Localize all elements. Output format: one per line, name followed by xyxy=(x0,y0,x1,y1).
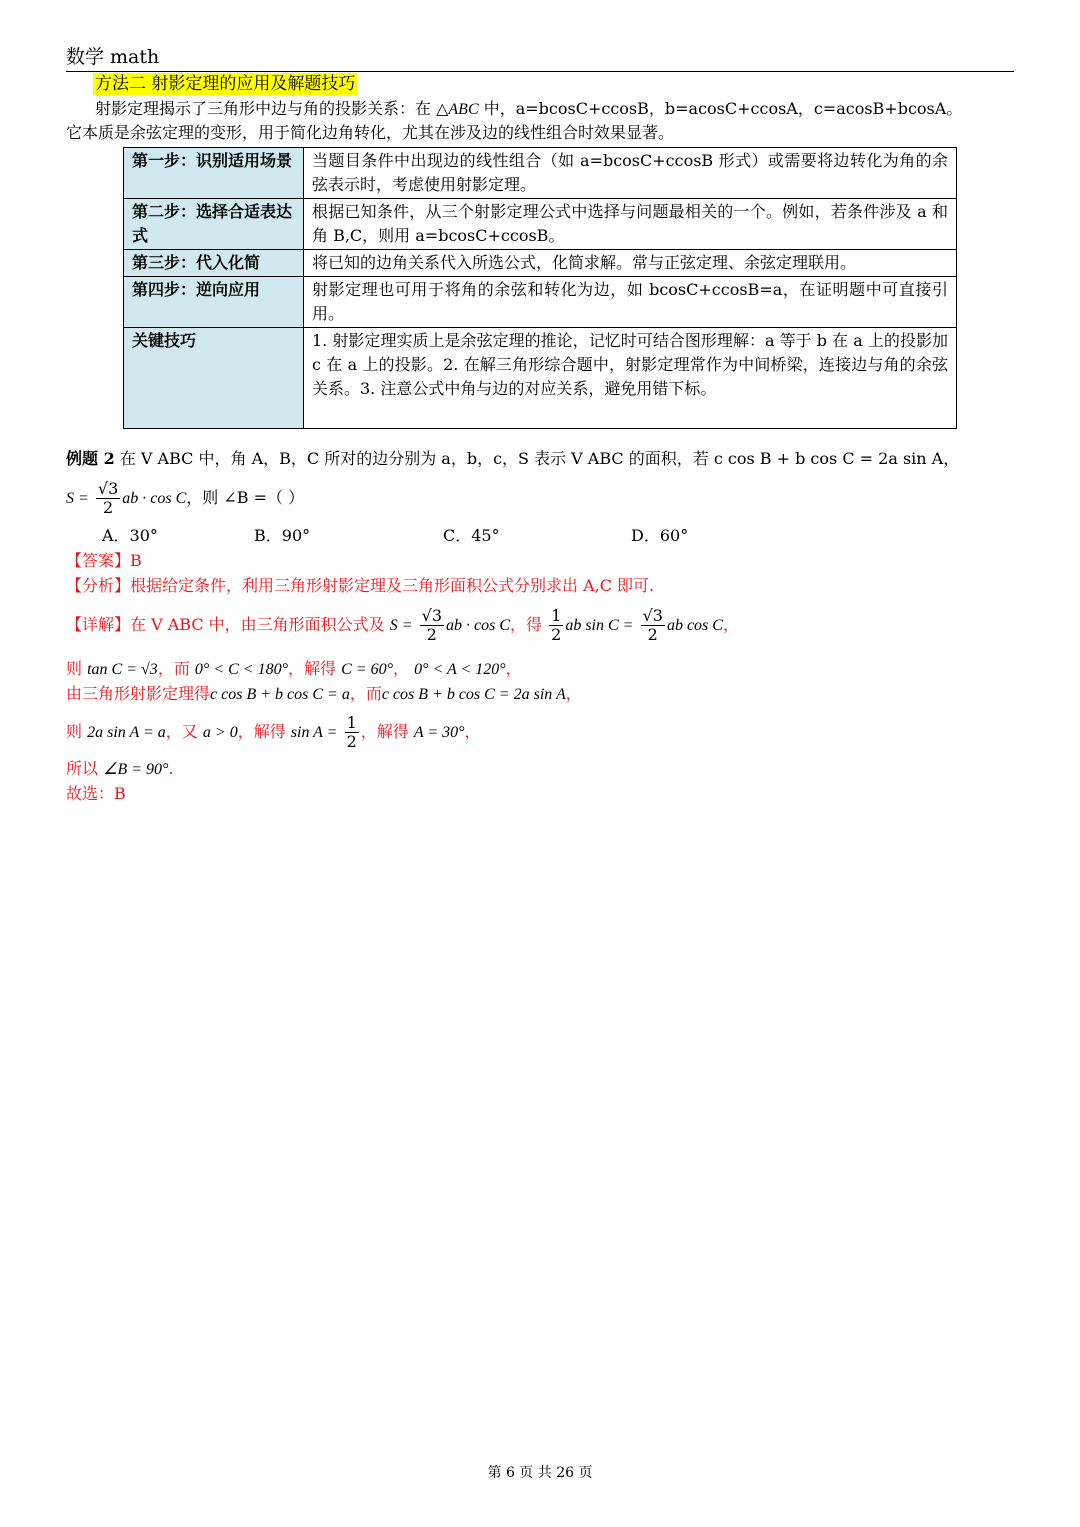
step-content: 射影定理也可用于将角的余弦和转化为边，如 bcosC+ccosB=a，在证明题中可直接引用。 xyxy=(304,277,957,328)
detail-line-2 xyxy=(66,657,522,682)
step-content: 当题目条件中出现边的线性组合（如 a=bcosC+ccosB 形式）或需要将边转化为角的余弦表示时，考虑使用射影定理。 xyxy=(304,148,957,199)
option-b: B．90° xyxy=(254,526,311,545)
step-content: 1. 射影定理实质上是余弦定理的推论，记忆时可结合图形理解：a 等于 b 在 a 上的投影加 c 在 a 上的投影。2. 在解三角形综合题中，射影定理常作为中间桥梁，连接边与角的余弦关系。3. 注意公式中角与边的对应关系，避免用错下标。 xyxy=(304,328,957,429)
example-stem-text: 在 V ABC 中，角 A，B，C 所对的边分别为 a，b，c，S 表示 V ABC 的面积，若 c cos B + b cos C = 2a sin A， xyxy=(119,449,960,468)
step-content: 根据已知条件，从三个射影定理公式中选择与问题最相关的一个。例如，若条件涉及 a 和角 B,C，则用 a=bcosC+ccosB。 xyxy=(304,199,957,250)
option-a: A．30° xyxy=(102,526,158,545)
fraction-denominator: 2 xyxy=(647,625,658,644)
line2-tan: tan C = √3 xyxy=(87,661,158,678)
page-header xyxy=(66,40,1014,72)
detail-end: ， xyxy=(722,615,739,634)
analysis: 【分析】根据给定条件，利用三角形射影定理及三角形面积公式分别求出 A,C 即可. xyxy=(66,576,655,595)
table-row xyxy=(124,277,957,328)
line5-b: . xyxy=(168,759,174,778)
line2-arange: 0° < A < 120° xyxy=(414,661,506,678)
formula-rest: ab · cos C xyxy=(122,490,187,507)
option-c: C．45° xyxy=(443,526,500,545)
detail-s: S = xyxy=(389,617,413,634)
line2-a: 则 xyxy=(66,659,83,678)
line3-c: ， xyxy=(565,684,582,703)
line4-d: ，解得 xyxy=(360,722,409,741)
line2-range: 0° < C < 180° xyxy=(194,661,288,678)
intro-text-a: 射影定理揭示了三角形中边与角的投影关系：在 △ xyxy=(95,99,449,118)
line2-e: ， xyxy=(505,659,522,678)
step-label: 第三步：代入化简 xyxy=(124,250,304,277)
detail-line-1 xyxy=(66,601,739,650)
detail-fraction-2 xyxy=(549,608,563,643)
step-label: 第一步：识别适用场景 xyxy=(124,148,304,199)
step-label: 关键技巧 xyxy=(124,328,304,429)
table-row xyxy=(124,199,957,250)
line3-eq1: c cos B + b cos C = a xyxy=(210,686,350,703)
example-question: ，则 ∠B =（ ） xyxy=(186,488,305,507)
fraction-numerator: 1 xyxy=(346,713,357,732)
step-content: 将已知的边角关系代入所选公式，化简求解。常与正弦定理、余弦定理联用。 xyxy=(304,250,957,277)
table-row xyxy=(124,328,957,429)
steps-table xyxy=(123,147,957,429)
formula-fraction xyxy=(96,481,120,516)
fraction-denominator: 2 xyxy=(551,625,562,644)
detail-line-4 xyxy=(66,708,481,757)
intro-text-abc: ABC xyxy=(448,101,479,118)
line2-c: ，解得 xyxy=(287,659,336,678)
line2-c60: C = 60° xyxy=(341,661,393,678)
intro-line-2: 它本质是余弦定理的变形，用于简化边角转化，尤其在涉及边的线性组合时效果显著。 xyxy=(66,123,675,142)
option-d: D．60° xyxy=(631,526,689,545)
step-label: 第二步：选择合适表达式 xyxy=(124,199,304,250)
formula-lhs: S = xyxy=(66,490,89,507)
detail-prefix: 【详解】在 V ABC 中，由三角形面积公式及 xyxy=(66,615,385,634)
line4-b: ，又 xyxy=(165,722,198,741)
header-title: 数学 math xyxy=(66,46,160,68)
line3-eq2: c cos B + b cos C = 2a sin A xyxy=(381,686,566,703)
intro-text-b: 中，a=bcosC+ccosB，b=acosC+ccosA，c=acosB+bcosA。 xyxy=(478,99,963,118)
line4-sin: sin A = xyxy=(290,724,338,741)
line2-d: ， xyxy=(392,659,409,678)
detail-absin: ab sin C = xyxy=(565,617,634,634)
line3-a: 由三角形射影定理得 xyxy=(66,684,211,703)
table-row xyxy=(124,148,957,199)
detail-abcos: ab cos C xyxy=(666,617,723,634)
fraction-numerator: √3 xyxy=(97,479,119,498)
detail-line-5 xyxy=(66,757,174,782)
fraction-numerator: √3 xyxy=(421,606,443,625)
fraction-denominator: 2 xyxy=(426,625,437,644)
intro-line-1 xyxy=(95,97,962,122)
line4-a30: A = 30° xyxy=(413,724,465,741)
line2-b: ，而 xyxy=(157,659,190,678)
line4-eq: 2a sin A = a xyxy=(87,724,166,741)
page-footer: 第 6 页 共 26 页 xyxy=(487,1465,593,1481)
final-choice: 故选：B xyxy=(66,784,126,803)
example-label: 例题 2 xyxy=(66,449,115,468)
line4-fraction xyxy=(345,715,359,750)
example-stem xyxy=(66,447,959,471)
detail-fraction-3 xyxy=(641,608,665,643)
step-label: 第四步：逆向应用 xyxy=(124,277,304,328)
detail-abc: ab · cos C xyxy=(446,617,511,634)
line5-eq: ∠B = 90° xyxy=(103,761,169,778)
answer: 【答案】B xyxy=(66,551,142,570)
section-title: 方法二 射影定理的应用及解题技巧 xyxy=(95,74,356,94)
detail-mid: ，得 xyxy=(510,615,543,634)
fraction-denominator: 2 xyxy=(346,732,357,751)
fraction-numerator: 1 xyxy=(551,606,562,625)
example-formula xyxy=(66,474,304,523)
line3-b: ，而 xyxy=(349,684,382,703)
fraction-numerator: √3 xyxy=(642,606,663,625)
line4-a: 则 xyxy=(66,722,83,741)
line4-pos: a > 0 xyxy=(202,724,238,741)
line5-a: 所以 xyxy=(66,759,99,778)
fraction-denominator: 2 xyxy=(102,498,114,517)
detail-fraction-1 xyxy=(420,608,444,643)
table-row xyxy=(124,250,957,277)
detail-line-3 xyxy=(66,682,582,707)
line4-c: ，解得 xyxy=(237,722,286,741)
line4-e: ， xyxy=(464,722,481,741)
